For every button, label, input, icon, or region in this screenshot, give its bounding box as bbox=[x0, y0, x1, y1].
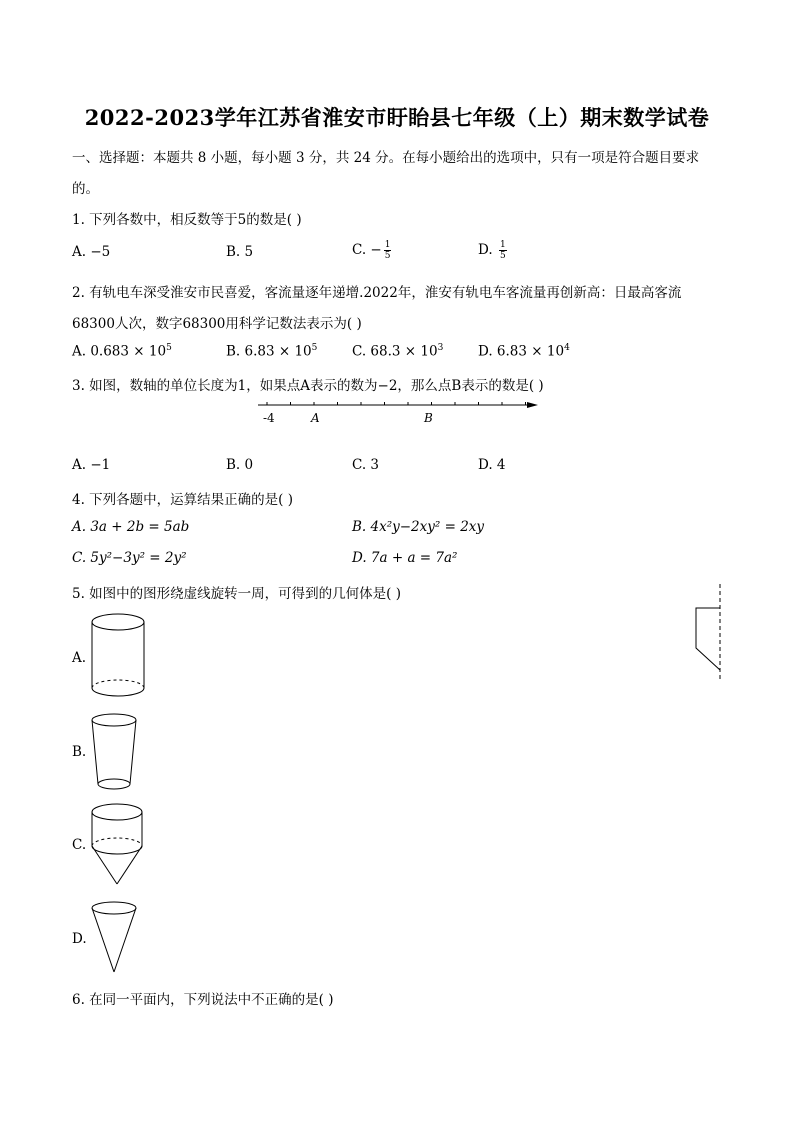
cylinder-bottom-front bbox=[92, 846, 142, 854]
arrow-icon bbox=[527, 402, 538, 408]
q1-option-d-fraction bbox=[499, 240, 507, 261]
section-heading-line2: 的。 bbox=[72, 181, 99, 197]
cylinder-top bbox=[92, 804, 142, 820]
q1-option-c-prefix: C. − bbox=[352, 242, 382, 258]
axis-label-minus4: -4 bbox=[263, 411, 275, 425]
frustum-side-right bbox=[130, 720, 136, 784]
frustum-top bbox=[92, 714, 136, 726]
q4-stem: 4. 下列各题中，运算结果正确的是( ) bbox=[72, 492, 293, 508]
q1-option-c-fraction bbox=[384, 240, 392, 261]
q5-option-c: C. bbox=[72, 837, 87, 853]
q5-option-a: A. bbox=[72, 650, 87, 666]
q5-option-d: D. bbox=[72, 931, 87, 947]
fraction-numerator: 1 bbox=[384, 240, 391, 250]
q2-stem-line2: 68300人次，数字68300用科学记数法表示为( ) bbox=[72, 316, 362, 332]
cone-side-right bbox=[117, 846, 142, 884]
q3-option-c: C. 3 bbox=[352, 457, 380, 473]
q2-option-b-text: B. 6.83 × 10 bbox=[226, 343, 312, 360]
q1-option-b: B. 5 bbox=[226, 244, 254, 260]
cylinder-bottom-back bbox=[92, 680, 144, 688]
cone-figure bbox=[90, 900, 140, 976]
fraction-denominator: 5 bbox=[499, 251, 506, 261]
q2-option-c-exponent: 3 bbox=[437, 343, 444, 353]
q3-option-a: A. −1 bbox=[72, 457, 111, 473]
cylinder-bottom-back bbox=[92, 838, 142, 846]
q3-option-b: B. 0 bbox=[226, 457, 254, 473]
q5-option-b: B. bbox=[72, 744, 87, 760]
frustum-figure bbox=[90, 712, 140, 792]
q2-option-d-text: D. 6.83 × 10 bbox=[478, 343, 565, 360]
cone-side-right bbox=[114, 908, 136, 972]
q4-option-c: C. 5y²−3y² = 2y² bbox=[72, 550, 187, 566]
q2-option-a-text: A. 0.683 × 10 bbox=[72, 343, 167, 360]
q2-option-d bbox=[478, 343, 570, 360]
rotation-profile bbox=[696, 608, 720, 670]
cylinder-top bbox=[92, 614, 144, 630]
q4-option-d: D. 7a + a = 7a² bbox=[352, 550, 458, 566]
number-line-figure bbox=[255, 396, 545, 428]
q5-stem: 5. 如图中的图形绕虚线旋转一周，可得到的几何体是( ) bbox=[72, 586, 401, 602]
axis-label-b: B bbox=[424, 411, 433, 425]
cylinder-figure bbox=[90, 612, 146, 700]
q1-stem: 1. 下列各数中，相反数等于5的数是( ) bbox=[72, 212, 302, 228]
cylinder-bottom-front bbox=[92, 688, 144, 696]
q1-option-d-prefix: D. bbox=[478, 242, 497, 258]
q2-stem-line1: 2. 有轨电车深受淮安市民喜爱，客流量逐年递增.2022年，淮安有轨电车客流量再创新高：日最高客流 bbox=[72, 285, 682, 301]
q1-option-d bbox=[478, 240, 507, 261]
axis-label-a: A bbox=[311, 411, 320, 425]
q4-option-b: B. 4x²y−2xy² = 2xy bbox=[352, 519, 485, 535]
q2-option-a bbox=[72, 343, 172, 360]
section-heading-line1: 一、选择题：本题共 8 小题，每小题 3 分，共 24 分。在每小题给出的选项中，只有一项是符合题目要求 bbox=[72, 150, 700, 166]
q2-option-d-exponent: 4 bbox=[564, 343, 570, 353]
cone-top bbox=[92, 902, 136, 914]
q1-option-a: A. −5 bbox=[72, 244, 111, 260]
q2-option-b bbox=[226, 343, 317, 360]
q3-stem: 3. 如图，数轴的单位长度为1，如果点A表示的数为−2，那么点B表示的数是( ) bbox=[72, 378, 544, 394]
rotation-shape-figure bbox=[690, 584, 730, 684]
q2-option-b-exponent: 5 bbox=[311, 343, 318, 353]
q4-option-a: A. 3a + 2b = 5ab bbox=[72, 519, 190, 535]
cylinder-cone-figure bbox=[90, 802, 146, 888]
fraction-numerator: 1 bbox=[499, 240, 506, 250]
q2-option-c bbox=[352, 343, 443, 360]
frustum-side-left bbox=[92, 720, 98, 784]
fraction-denominator: 5 bbox=[384, 251, 391, 261]
cone-side-left bbox=[92, 908, 114, 972]
cone-side-left bbox=[92, 846, 117, 884]
frustum-bottom bbox=[98, 779, 130, 789]
q2-option-a-exponent: 5 bbox=[166, 343, 172, 353]
q1-option-c bbox=[352, 240, 391, 261]
page-title: 2022-2023学年江苏省淮安市盱眙县七年级（上）期末数学试卷 bbox=[84, 105, 710, 130]
q3-option-d: D. 4 bbox=[478, 457, 506, 473]
q6-stem: 6. 在同一平面内，下列说法中不正确的是( ) bbox=[72, 992, 334, 1008]
q2-option-c-text: C. 68.3 × 10 bbox=[352, 343, 438, 360]
